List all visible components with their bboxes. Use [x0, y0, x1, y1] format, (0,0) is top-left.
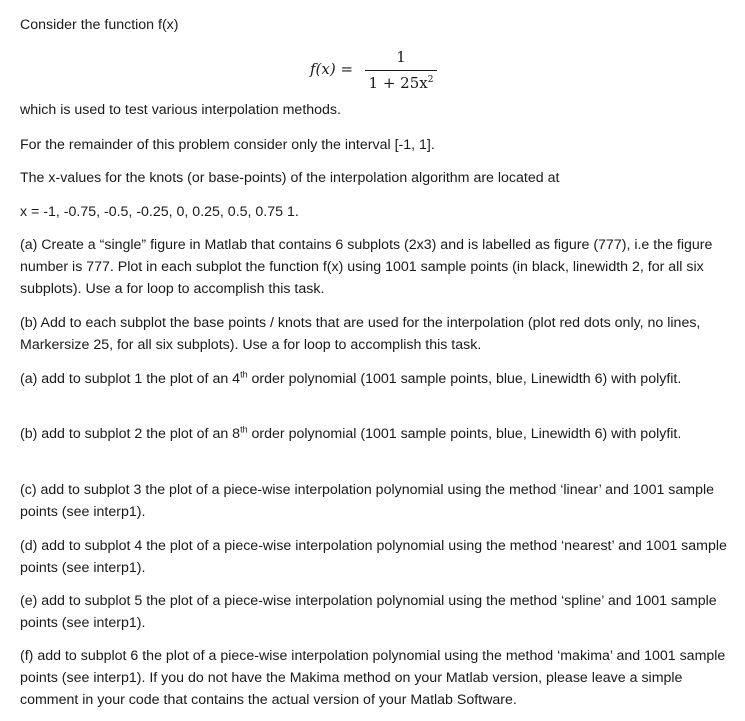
subtask-e-paragraph: (e) add to subplot 5 the plot of a piece-wise interpolation polynomial using the method ‘spline’ and 1001 sample points (see interp1).: [20, 593, 717, 631]
subtask-a-post: order polynomial (1001 sample points, blue, Linewidth 6) with polyfit.: [247, 371, 682, 387]
task-b-paragraph: (b) Add to each subplot the base points / knots that are used for the interpolation (plot red dots only, no lines, Markersize 25, for all six subplots). Use a for loop to accomplish this task.: [20, 315, 701, 353]
denominator-base: 1 + 25x: [368, 74, 428, 92]
formula-numerator: 1: [396, 48, 406, 66]
knots-text: The x-values for the knots (or base-points) of the interpolation algorithm are located at: [20, 170, 560, 186]
subtask-b-post: order polynomial (1001 sample points, blue, Linewidth 6) with polyfit.: [247, 426, 682, 442]
subtask-a-pre: (a) add to subplot 1 the plot of an 4: [20, 371, 241, 387]
formula-denominator: [365, 72, 437, 94]
x-values-text: x = -1, -0.75, -0.5, -0.25, 0, 0.25, 0.5, 0.75 1.: [20, 204, 299, 220]
subtask-b-paragraph: [20, 423, 732, 445]
subtask-b-pre: (b) add to subplot 2 the plot of an 8: [20, 426, 241, 442]
subtask-a-paragraph: [20, 368, 732, 390]
formula-lhs: f(x) =: [310, 60, 354, 78]
interval-text: For the remainder of this problem consider only the interval [-1, 1].: [20, 137, 435, 153]
intro-text: Consider the function f(x): [20, 17, 179, 33]
used-text: which is used to test various interpolation methods.: [20, 102, 341, 118]
subtask-b-ordinal: th: [240, 424, 248, 435]
subtask-f-paragraph: (f) add to subplot 6 the plot of a piece-wise interpolation polynomial using the method ‘makima’ and 1001 sample points (see interp1). If you do not have the Makima method on your Matlab version, please leave a simple comment in your code that contains the actual version of your Matlab Software.: [20, 648, 726, 708]
task-a-paragraph: (a) Create a “single” figure in Matlab that contains 6 subplots (2x3) and is labelled as figure (777), i.e the figure number is 777. Plot in each subplot the function f(x) using 1001 sample points (in black, linewidth 2, for all six subplots). Use a for loop to accomplish this task.: [20, 237, 713, 297]
subtask-c-paragraph: (c) add to subplot 3 the plot of a piece-wise interpolation polynomial using the method ‘linear’ and 1001 sample points (see interp1).: [20, 482, 715, 520]
formula-fraction: [365, 46, 437, 94]
subtask-d-paragraph: (d) add to subplot 4 the plot of a piece-wise interpolation polynomial using the method ‘nearest’ and 1001 sample points (see interp1).: [20, 538, 727, 576]
denominator-exponent: 2: [427, 75, 434, 85]
subtask-a-ordinal: th: [240, 369, 248, 380]
fraction-bar: [365, 70, 437, 71]
